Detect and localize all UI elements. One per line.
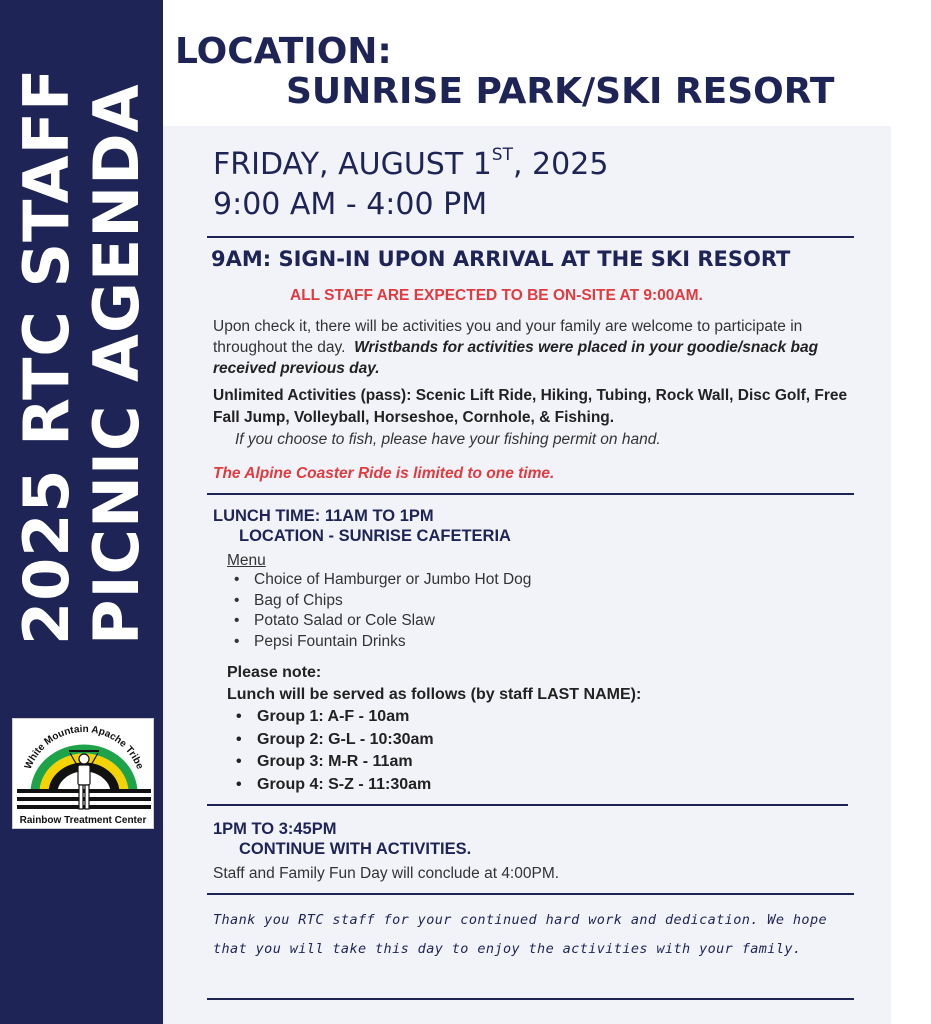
logo-caption: Rainbow Treatment Center [19,815,147,826]
lunch-groups [228,706,434,796]
menu-list [228,570,531,652]
divider [207,236,854,238]
afternoon-heading: 1PM TO 3:45PM [213,820,337,838]
location-label: LOCATION: [175,31,392,72]
divider [207,804,848,806]
lunch-group: • Group 2: G-L - 10:30am [228,729,434,752]
menu-item: • Pepsi Fountain Drinks [228,632,531,653]
wristband-note: Wristbands for activities were placed in your goodie/snack bag received previous day. [213,339,819,377]
event-time: 9:00 AM - 4:00 PM [213,187,488,222]
lunch-heading: LUNCH TIME: 11AM TO 1PM [213,507,434,525]
event-date: FRIDAY, AUGUST 1ST, 2025 [213,145,609,182]
location-header [175,32,834,112]
rainbow-treatment-center-logo [12,718,154,829]
lunch-group: • Group 4: S-Z - 11:30am [228,774,434,797]
note-text: Lunch will be served as follows (by staff LAST NAME): [227,686,642,703]
menu-item: • Choice of Hamburger or Jumbo Hot Dog [228,570,531,591]
logo-arc-text: White Mountain Apache Tribe [22,723,146,772]
checkin-text: Upon check it, there will be activities you and your family are welcome to participate in throughout the day. [213,318,803,356]
vertical-title-line1: 2025 RTC STAFF [10,67,83,645]
vertical-title-line2: PICNIC AGENDA [80,83,153,645]
event-date-time [213,145,608,225]
note-label: Please note: [227,664,322,681]
menu-label: Menu [227,552,266,569]
checkin-paragraph [213,316,843,379]
activities-list: Unlimited Activities (pass): Scenic Lift Ride, Hiking, Tubing, Rock Wall, Disc Golf, Free Fall Jump, Volleyball, Horseshoe, Cornhole, & Fishing. [213,387,848,426]
lunch-location: LOCATION - SUNRISE CAFETERIA [239,527,511,545]
divider [207,998,854,1000]
afternoon-text: Staff and Family Fun Day will conclude at 4:00PM. [213,865,560,882]
location-value: SUNRISE PARK/SKI RESORT [286,71,835,112]
coaster-note: The Alpine Coaster Ride is limited to one time. [213,465,555,482]
vertical-title [10,67,153,645]
divider [207,493,854,495]
date-ordinal: ST [491,145,513,165]
menu-item: • Bag of Chips [228,591,531,612]
divider [207,893,854,895]
lunch-group: • Group 3: M-R - 11am [228,751,434,774]
lunch-group: • Group 1: A-F - 10am [228,706,434,729]
afternoon-subheading: CONTINUE WITH ACTIVITIES. [239,840,472,858]
fishing-note: If you choose to fish, please have your fishing permit on hand. [235,431,661,448]
menu-item: • Potato Salad or Cole Slaw [228,611,531,632]
logo-graphic [13,719,155,815]
sidebar [0,0,163,1024]
closing-message: Thank you RTC staff for your continued hard work and dedication. We hope that you will take this day to enjoy the activities with your family. [213,912,827,957]
signin-heading: 9AM: SIGN-IN UPON ARRIVAL AT THE SKI RESORT [211,247,791,271]
signin-alert: ALL STAFF ARE EXPECTED TO BE ON-SITE AT 9:00AM. [290,287,703,304]
